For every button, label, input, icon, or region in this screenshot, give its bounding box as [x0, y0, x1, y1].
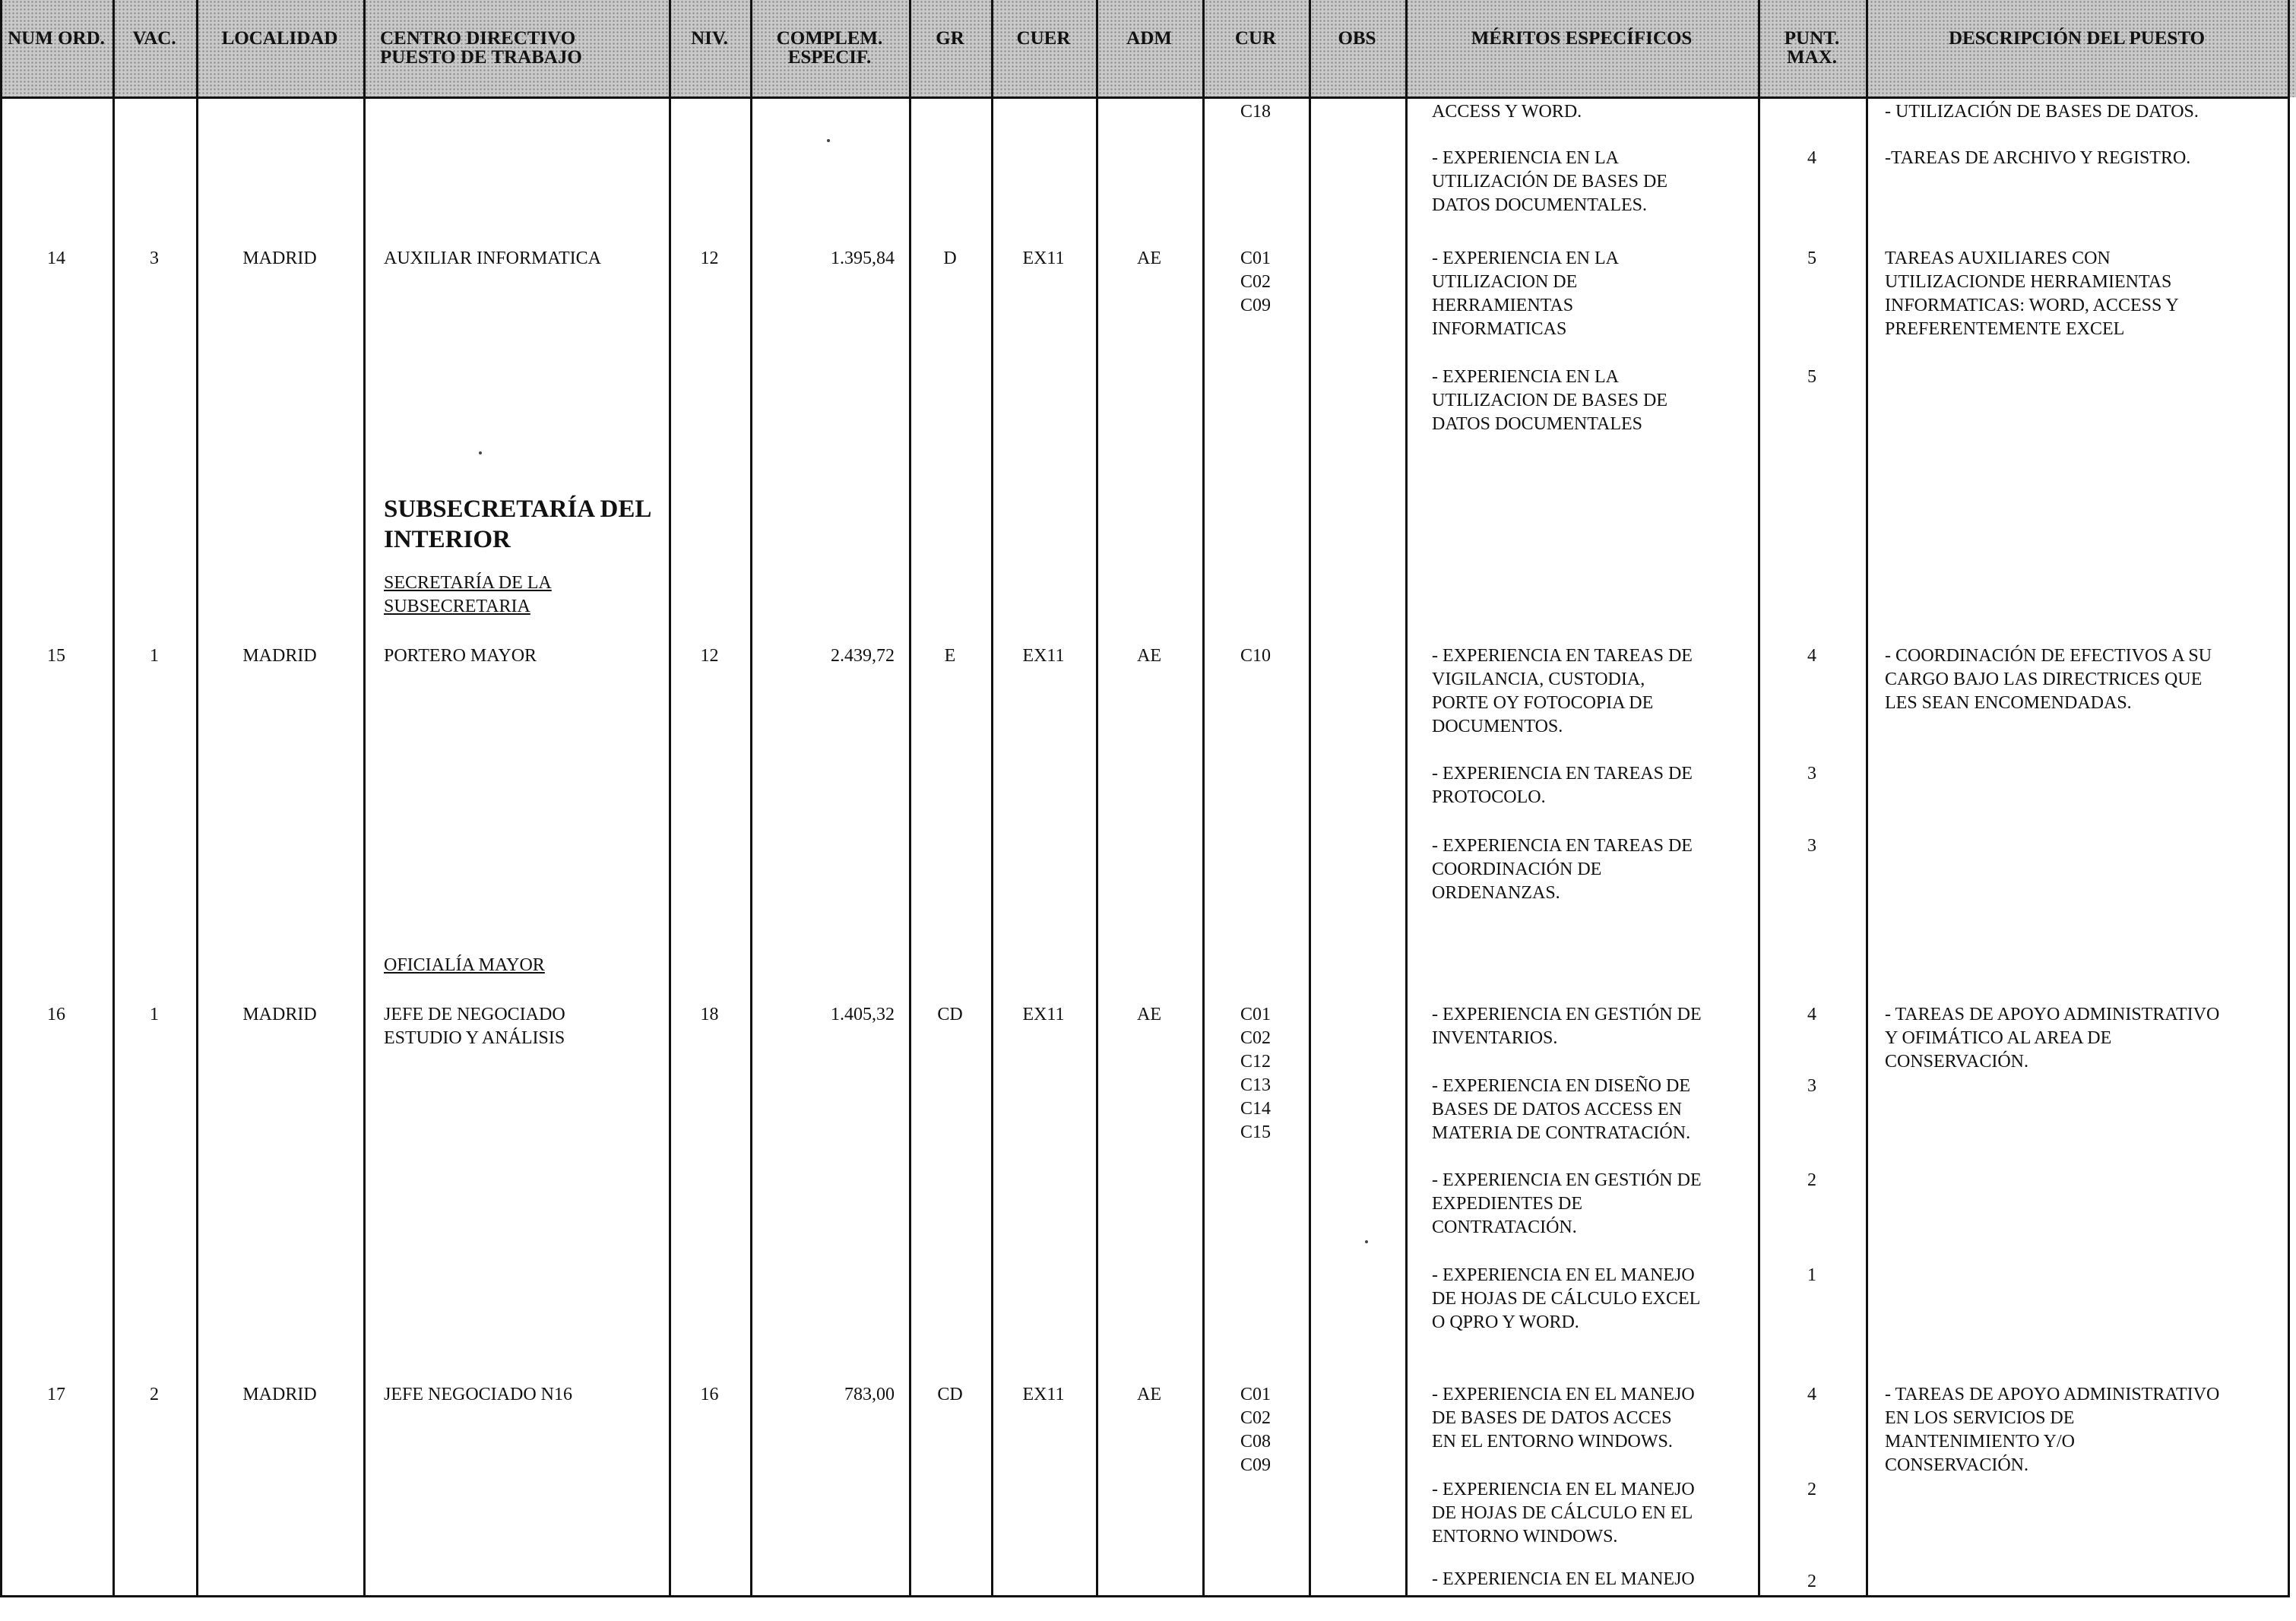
header-niv: NIV. — [691, 28, 728, 49]
header-obs: OBS — [1338, 28, 1376, 49]
column-divider — [0, 0, 2, 1597]
section-subtitle-oficialia: OFICIALÍA MAYOR — [384, 955, 545, 975]
row15-cuer: EX11 — [1022, 646, 1065, 666]
row17-merito-1: - EXPERIENCIA EN EL MANEJO DE BASES DE DATOS ACCES EN EL ENTORNO WINDOWS. — [1432, 1385, 1695, 1452]
row17-descripcion: - TAREAS DE APOYO ADMINISTRATIVO EN LOS SERVICIOS DE MANTENIMIENTO Y/O CONSERVACIÓN. — [1885, 1385, 2220, 1475]
row14-adm: AE — [1137, 249, 1161, 268]
row15-merito-1: - EXPERIENCIA EN TAREAS DE VIGILANCIA, CUSTODIA, PORTE OY FOTOCOPIA DE DOCUMENTOS. — [1432, 646, 1693, 736]
row17-merito-3: - EXPERIENCIA EN EL MANEJO — [1432, 1569, 1695, 1589]
carryover-punt-1: 4 — [1807, 148, 1816, 168]
row17-num-ord: 17 — [47, 1385, 65, 1404]
header-num-ord: NUM ORD. — [8, 28, 105, 49]
column-divider — [669, 0, 671, 1597]
column-divider — [2288, 0, 2290, 1597]
header-adm: ADM — [1126, 28, 1172, 49]
row17-merito-2: - EXPERIENCIA EN EL MANEJO DE HOJAS DE CÁLCULO EN EL ENTORNO WINDOWS. — [1432, 1480, 1695, 1547]
row16-complem: 1.405,32 — [831, 1005, 895, 1024]
column-divider — [196, 0, 198, 1597]
row16-punt-1: 4 — [1807, 1005, 1816, 1024]
row16-num-ord: 16 — [47, 1005, 65, 1024]
row17-localidad: MADRID — [242, 1385, 317, 1404]
section-title: SUBSECRETARÍA DEL INTERIOR — [384, 495, 652, 553]
header-gr: GR — [936, 28, 964, 49]
header-centro-directivo: CENTRO DIRECTIVO PUESTO DE TRABAJO — [380, 28, 582, 68]
column-divider — [363, 0, 366, 1597]
row15-puesto: PORTERO MAYOR — [384, 646, 537, 666]
row16-merito-2: - EXPERIENCIA EN DISEÑO DE BASES DE DATOS ACCESS EN MATERIA DE CONTRATACIÓN. — [1432, 1076, 1691, 1143]
scan-speck — [827, 139, 830, 142]
row15-punt-3: 3 — [1807, 836, 1816, 856]
row16-puesto: JEFE DE NEGOCIADO ESTUDIO Y ANÁLISIS — [384, 1005, 565, 1048]
row14-puesto: AUXILIAR INFORMATICA — [384, 249, 601, 268]
header-complem-especif: COMPLEM. ESPECIF. — [776, 28, 883, 68]
header-punt-max: PUNT. MAX. — [1784, 28, 1840, 68]
header-vac: VAC. — [132, 28, 176, 49]
row16-localidad: MADRID — [242, 1005, 317, 1024]
row16-merito-4: - EXPERIENCIA EN EL MANEJO DE HOJAS DE CÁLCULO EXCEL O QPRO Y WORD. — [1432, 1265, 1701, 1332]
row14-niv: 12 — [700, 249, 719, 268]
row14-cuer: EX11 — [1022, 249, 1065, 268]
row15-localidad: MADRID — [242, 646, 317, 666]
row16-descripcion: - TAREAS DE APOYO ADMINISTRATIVO Y OFIMÁTICO AL AREA DE CONSERVACIÓN. — [1885, 1005, 2220, 1072]
column-divider — [750, 0, 752, 1597]
row14-localidad: MADRID — [242, 249, 317, 268]
row15-merito-3: - EXPERIENCIA EN TAREAS DE COORDINACIÓN DE ORDENANZAS. — [1432, 836, 1693, 903]
row17-punt-2: 2 — [1807, 1480, 1816, 1499]
column-divider — [1202, 0, 1205, 1597]
row16-adm: AE — [1137, 1005, 1161, 1024]
column-divider — [1866, 0, 1868, 1597]
row16-vac: 1 — [150, 1005, 159, 1024]
row14-punt-1: 5 — [1807, 249, 1816, 268]
carryover-cur: C18 — [1240, 102, 1271, 122]
row17-cuer: EX11 — [1022, 1385, 1065, 1404]
row16-punt-3: 2 — [1807, 1170, 1816, 1190]
row15-gr: E — [944, 646, 956, 666]
row14-punt-2: 5 — [1807, 367, 1816, 387]
carryover-descripcion-2: -TAREAS DE ARCHIVO Y REGISTRO. — [1885, 148, 2191, 168]
column-divider — [1405, 0, 1408, 1597]
row16-cur: C01 C02 C12 C13 C14 C15 — [1240, 1005, 1271, 1142]
row15-punt-1: 4 — [1807, 646, 1816, 666]
row14-descripcion: TAREAS AUXILIARES CON UTILIZACIONDE HERRAMIENTAS INFORMATICAS: WORD, ACCESS Y PREFERENTEMENTE EXCEL — [1885, 249, 2179, 339]
row15-descripcion: - COORDINACIÓN DE EFECTIVOS A SU CARGO BAJO LAS DIRECTRICES QUE LES SEAN ENCOMENDADAS. — [1885, 646, 2212, 713]
row14-vac: 3 — [150, 249, 159, 268]
row16-cuer: EX11 — [1022, 1005, 1065, 1024]
column-divider — [1758, 0, 1760, 1597]
header-band — [0, 0, 2296, 97]
row16-niv: 18 — [700, 1005, 719, 1024]
row14-num-ord: 14 — [47, 249, 65, 268]
column-divider — [1309, 0, 1311, 1597]
row14-gr: D — [943, 249, 957, 268]
row15-punt-2: 3 — [1807, 764, 1816, 784]
table-bottom-rule — [0, 1595, 2290, 1597]
row17-complem: 783,00 — [844, 1385, 895, 1404]
row17-cur: C01 C02 C08 C09 — [1240, 1385, 1271, 1475]
scan-speck — [479, 451, 482, 454]
column-divider — [991, 0, 993, 1597]
row15-num-ord: 15 — [47, 646, 65, 666]
row17-punt-1: 4 — [1807, 1385, 1816, 1404]
row14-cur: C01 C02 C09 — [1240, 249, 1271, 315]
header-cuer: CUER — [1016, 28, 1071, 49]
row14-complem: 1.395,84 — [831, 249, 895, 268]
section-subtitle-secretaria: SECRETARÍA DE LA SUBSECRETARIA — [384, 573, 552, 616]
row15-vac: 1 — [150, 646, 159, 666]
header-meritos: MÉRITOS ESPECÍFICOS — [1471, 28, 1693, 49]
scan-speck — [1365, 1240, 1368, 1243]
row15-complem: 2.439,72 — [831, 646, 895, 666]
header-cur: CUR — [1234, 28, 1277, 49]
header-descripcion: DESCRIPCIÓN DEL PUESTO — [1948, 28, 2206, 49]
row16-merito-1: - EXPERIENCIA EN GESTIÓN DE INVENTARIOS. — [1432, 1005, 1702, 1048]
row16-punt-4: 1 — [1807, 1265, 1816, 1285]
column-divider — [909, 0, 911, 1597]
row17-adm: AE — [1137, 1385, 1161, 1404]
row17-vac: 2 — [150, 1385, 159, 1404]
row17-gr: CD — [937, 1385, 963, 1404]
column-divider — [112, 0, 115, 1597]
header-bottom-rule — [0, 97, 2290, 99]
row16-gr: CD — [937, 1005, 963, 1024]
column-divider — [1096, 0, 1098, 1597]
row16-punt-2: 3 — [1807, 1076, 1816, 1096]
row16-merito-3: - EXPERIENCIA EN GESTIÓN DE EXPEDIENTES DE CONTRATACIÓN. — [1432, 1170, 1702, 1237]
carryover-descripcion: - UTILIZACIÓN DE BASES DE DATOS. — [1885, 102, 2199, 122]
row15-cur: C10 — [1240, 646, 1271, 666]
carryover-merito: ACCESS Y WORD. — [1432, 102, 1582, 122]
row15-adm: AE — [1137, 646, 1161, 666]
row15-merito-2: - EXPERIENCIA EN TAREAS DE PROTOCOLO. — [1432, 764, 1693, 807]
row14-merito-2: - EXPERIENCIA EN LA UTILIZACION DE BASES DE DATOS DOCUMENTALES — [1432, 367, 1667, 434]
row17-punt-3: 2 — [1807, 1572, 1816, 1591]
row15-niv: 12 — [700, 646, 719, 666]
row17-puesto: JEFE NEGOCIADO N16 — [384, 1385, 572, 1404]
row14-merito-1: - EXPERIENCIA EN LA UTILIZACION DE HERRAMIENTAS INFORMATICAS — [1432, 249, 1619, 339]
carryover-merito-1: - EXPERIENCIA EN LA UTILIZACIÓN DE BASES DE DATOS DOCUMENTALES. — [1432, 148, 1667, 215]
header-localidad: LOCALIDAD — [221, 28, 338, 49]
row17-niv: 16 — [700, 1385, 719, 1404]
